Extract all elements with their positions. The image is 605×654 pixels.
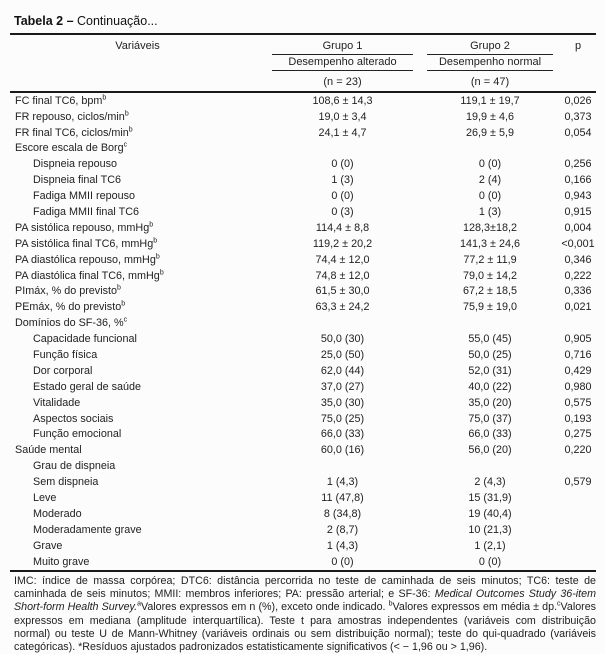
group1-value: 74,8 ± 12,0	[315, 269, 370, 282]
row-label: Vitalidade	[33, 396, 81, 409]
p-value	[560, 490, 596, 506]
table-row	[10, 156, 596, 172]
p-value	[560, 522, 596, 538]
table-row	[10, 125, 596, 141]
group2-value: 50,0 (25)	[468, 348, 512, 361]
header-group2-n: (n = 47)	[470, 75, 510, 88]
group2-value: 19,9 ± 4,6	[466, 110, 514, 123]
group2-value: 1 (3)	[478, 205, 502, 218]
group1-value: 8 (34,8)	[323, 507, 362, 520]
group1-value: 11 (47,8)	[321, 491, 364, 504]
group1-value: 0 (0)	[331, 158, 354, 171]
table-row	[10, 522, 596, 538]
p-value: 0,716	[564, 348, 592, 361]
row-label: Fadiga MMII final TC6	[33, 205, 140, 218]
group2-value: 10 (21,3)	[468, 523, 512, 536]
footnote-segment: Valores expressos em mediana (amplitude interquartílica). Teste t para amostras independentes (variáveis com distribuição normal) ou teste U de Mann-Whitney (variáveis ordinais ou sem distribuição normal); teste do qui-quadrado (variáveis categóricas). *Resíduos ajustados padronizados estatisticamente significativos (< − 1,96 ou > 1,96).	[14, 601, 596, 654]
p-value: 0,004	[564, 221, 592, 234]
group2-value: 15 (31,9)	[468, 491, 512, 504]
group2-value: 141,3 ± 24,6	[460, 237, 520, 250]
row-label: FC final TC6, bpm$^b$	[15, 94, 107, 107]
row-label: FR repouso, ciclos/$\min^b$	[15, 110, 129, 123]
row-label: Escore escala de Borg$^c$	[15, 141, 128, 155]
group1-value: 66,0 (33)	[320, 428, 365, 441]
row-label: Estado geral de saúde	[33, 380, 142, 393]
p-value: 0,346	[564, 253, 592, 266]
group1-value: 1 (4,3)	[326, 539, 359, 552]
row-label: Leve	[33, 491, 57, 504]
group2-value: 0 (0)	[478, 190, 502, 203]
p-value: 0,021	[564, 301, 592, 314]
row-label: Função física	[33, 348, 98, 361]
row-label: Sem dispneia	[33, 476, 99, 489]
table-header	[10, 34, 596, 92]
row-label: PA diastólica repouso, mmHg$^b$	[15, 253, 160, 266]
table-row	[10, 252, 596, 268]
p-value: 0,575	[564, 396, 592, 409]
header-group1-subtitle: Desempenho alterado	[265, 55, 420, 72]
table-row	[10, 331, 596, 347]
table-row	[10, 363, 596, 379]
table-row	[10, 474, 596, 490]
p-value: 0,256	[564, 158, 592, 171]
row-label: Dispneia repouso	[33, 158, 118, 171]
table-row	[10, 92, 596, 109]
p-value: 0,275	[564, 428, 592, 441]
group1-value: 37,0 (27)	[320, 380, 365, 393]
group1-value	[265, 140, 420, 156]
footnote-segment: Valores expressos em n (%), exceto onde indicado.	[140, 601, 389, 614]
p-value: 0,220	[564, 444, 592, 457]
table-row	[10, 172, 596, 188]
row-label: Saúde mental	[15, 444, 82, 457]
table-row	[10, 299, 596, 315]
table-row	[10, 188, 596, 204]
footnote-segment: Valores expressos em média ± dp.	[392, 601, 558, 614]
group1-value: 19,0 ± 3,4	[318, 110, 367, 123]
group2-value: 52,0 (31)	[468, 364, 512, 377]
group2-value: 77,2 ± 11,9	[463, 253, 517, 266]
row-label: PEmáx, % do previsto$^b$	[15, 300, 126, 314]
header-p: p	[574, 39, 582, 52]
row-label: Aspectos sociais	[33, 412, 114, 425]
group2-value: 40,0 (22)	[468, 380, 512, 393]
group2-value	[420, 140, 560, 156]
group1-value: 62,0 (44)	[320, 364, 365, 377]
group2-value: 75,0 (37)	[468, 412, 512, 425]
group1-value: 0 (0)	[331, 190, 354, 203]
p-value	[560, 554, 596, 571]
table-row	[10, 554, 596, 571]
p-value: 0,579	[564, 476, 592, 489]
group1-value: 74,4 ± 12,0	[315, 253, 370, 266]
row-label: Capacidade funcional	[33, 333, 137, 346]
group2-value: 2 (4,3)	[474, 476, 506, 489]
group2-value: 55,0 (45)	[468, 333, 512, 346]
group1-value: 1 (4,3)	[326, 476, 359, 489]
p-value: 0,193	[564, 412, 592, 425]
p-value: 0,166	[564, 174, 592, 187]
group1-value	[265, 315, 420, 331]
p-value	[560, 315, 596, 331]
header-group2: Grupo 2	[420, 34, 560, 55]
group2-value: 35,0 (20)	[468, 396, 512, 409]
table-body	[10, 92, 596, 571]
row-label: Dispneia final TC6	[33, 174, 122, 187]
header-variables: Variáveis	[115, 39, 160, 52]
row-label: Fadiga MMII repouso	[33, 190, 136, 203]
p-value: 0,373	[564, 110, 592, 123]
p-value: 0,054	[564, 126, 592, 139]
table-row	[10, 315, 596, 331]
group1-value: 0 (3)	[331, 205, 354, 218]
group1-value: 50,0 (30)	[320, 333, 365, 346]
p-value: 0,980	[564, 380, 592, 393]
table-footnote	[14, 575, 596, 654]
table-row	[10, 109, 596, 125]
row-label: PA diastólica final TC6, mmHg$^b$	[15, 268, 164, 282]
table-row	[10, 442, 596, 458]
p-value: 0,905	[564, 333, 592, 346]
row-label: Moderado	[33, 507, 82, 520]
row-label: PImáx, % do previsto$^b$	[15, 284, 121, 298]
results-table	[10, 33, 596, 572]
row-label: Grave	[33, 539, 63, 552]
p-value	[560, 538, 596, 554]
group2-value: 26,9 ± 5,9	[466, 126, 514, 139]
table-row	[10, 220, 596, 236]
group2-value: 119,1 ± 19,7	[460, 94, 520, 107]
group2-value: 79,0 ± 14,2	[463, 269, 517, 282]
group1-value: 63,3 ± 24,2	[315, 301, 370, 314]
group2-value: 66,0 (33)	[468, 428, 512, 441]
group1-value: 61,5 ± 30,0	[315, 285, 370, 298]
group2-value: 19 (40,4)	[468, 507, 512, 520]
p-value: 0,915	[564, 205, 592, 218]
row-label: Muito grave	[33, 555, 90, 568]
table-row	[10, 395, 596, 411]
group1-value: 25,0 (50)	[320, 348, 365, 361]
table-title-text: Continuação...	[73, 14, 158, 28]
table-title	[14, 14, 596, 28]
row-label: Função emocional	[33, 428, 122, 441]
p-value	[560, 140, 596, 156]
group2-value: 0 (0)	[478, 158, 502, 171]
p-value: 0,429	[564, 364, 592, 377]
group2-value: 0 (0)	[478, 555, 502, 568]
table-row	[10, 490, 596, 506]
row-label: Domínios do SF-36, %$^c$	[15, 316, 128, 330]
footnote-segment: IMC: índice de massa corpórea; DTC6: distância percorrida no teste de caminhada de seis minutos; TC6: teste de caminhada de seis minutos; MMII: membros inferiores; PA: pressão arterial; e SF-36:	[14, 574, 596, 600]
row-label: FR final TC6, ciclos/$\min^b$	[15, 125, 133, 139]
group1-value: 114,4 ± 8,8	[315, 221, 370, 234]
table-row	[10, 426, 596, 442]
table-row	[10, 458, 596, 474]
table-row	[10, 283, 596, 299]
table-row	[10, 268, 596, 284]
header-row-n	[10, 71, 596, 92]
header-group1-n: (n = 23)	[323, 75, 362, 88]
header-row-subtitles	[10, 55, 596, 72]
group2-value	[420, 458, 560, 474]
group1-value: 119,2 ± 20,2	[312, 237, 373, 250]
group1-value: 0 (0)	[331, 555, 354, 568]
group1-value: 60,0 (16)	[320, 444, 365, 457]
table-row	[10, 411, 596, 427]
group1-value: 24,1 ± 4,7	[318, 126, 367, 139]
header-row-groups	[10, 34, 596, 55]
group1-value: 2 (8,7)	[326, 523, 359, 536]
p-value: 0,336	[564, 285, 592, 298]
table-row	[10, 347, 596, 363]
group2-value: 67,2 ± 18,5	[463, 285, 517, 298]
table-row	[10, 204, 596, 220]
table-row	[10, 538, 596, 554]
group2-value: 75,9 ± 19,0	[463, 301, 517, 314]
group1-value: 75,0 (25)	[320, 412, 365, 425]
group1-value: 1 (3)	[331, 174, 354, 187]
group1-value: 35,0 (30)	[320, 396, 365, 409]
table-row	[10, 506, 596, 522]
group2-value	[420, 315, 560, 331]
p-value: 0,026	[564, 94, 592, 107]
footnote-segment: a	[137, 600, 141, 608]
row-label: PA sistólica final TC6, mmHg$^b$	[15, 237, 158, 250]
group2-value: 56,0 (20)	[468, 444, 512, 457]
group2-value: 1 (2,1)	[474, 539, 506, 552]
table-row	[10, 236, 596, 252]
header-group2-subtitle: Desempenho normal	[420, 55, 560, 72]
p-value: 0,222	[564, 269, 592, 282]
table-row	[10, 140, 596, 156]
table-row	[10, 379, 596, 395]
row-label: PA sistólica repouso, mmHg$^b$	[15, 221, 154, 234]
row-label: Moderadamente grave	[33, 523, 142, 536]
footnote-segment: b	[388, 600, 393, 608]
p-value: 0,943	[564, 190, 592, 203]
group2-value: 2 (4)	[478, 174, 502, 187]
group1-value	[265, 458, 420, 474]
footnote-segment: Medical Outcomes Study 36-item Short-form Health Survey.	[14, 587, 596, 614]
p-value	[560, 506, 596, 522]
group2-value: 128,3±18,2	[463, 221, 517, 234]
table-title-number: Tabela 2 –	[14, 14, 74, 28]
row-label: Dor corporal	[33, 364, 93, 377]
header-group1: Grupo 1	[265, 34, 420, 55]
p-value: <0,001	[561, 237, 595, 250]
p-value	[560, 458, 596, 474]
row-label: Grau de dispneia	[33, 460, 116, 473]
footnote-segment: c	[557, 600, 561, 608]
group1-value: 108,6 ± 14,3	[312, 94, 373, 107]
